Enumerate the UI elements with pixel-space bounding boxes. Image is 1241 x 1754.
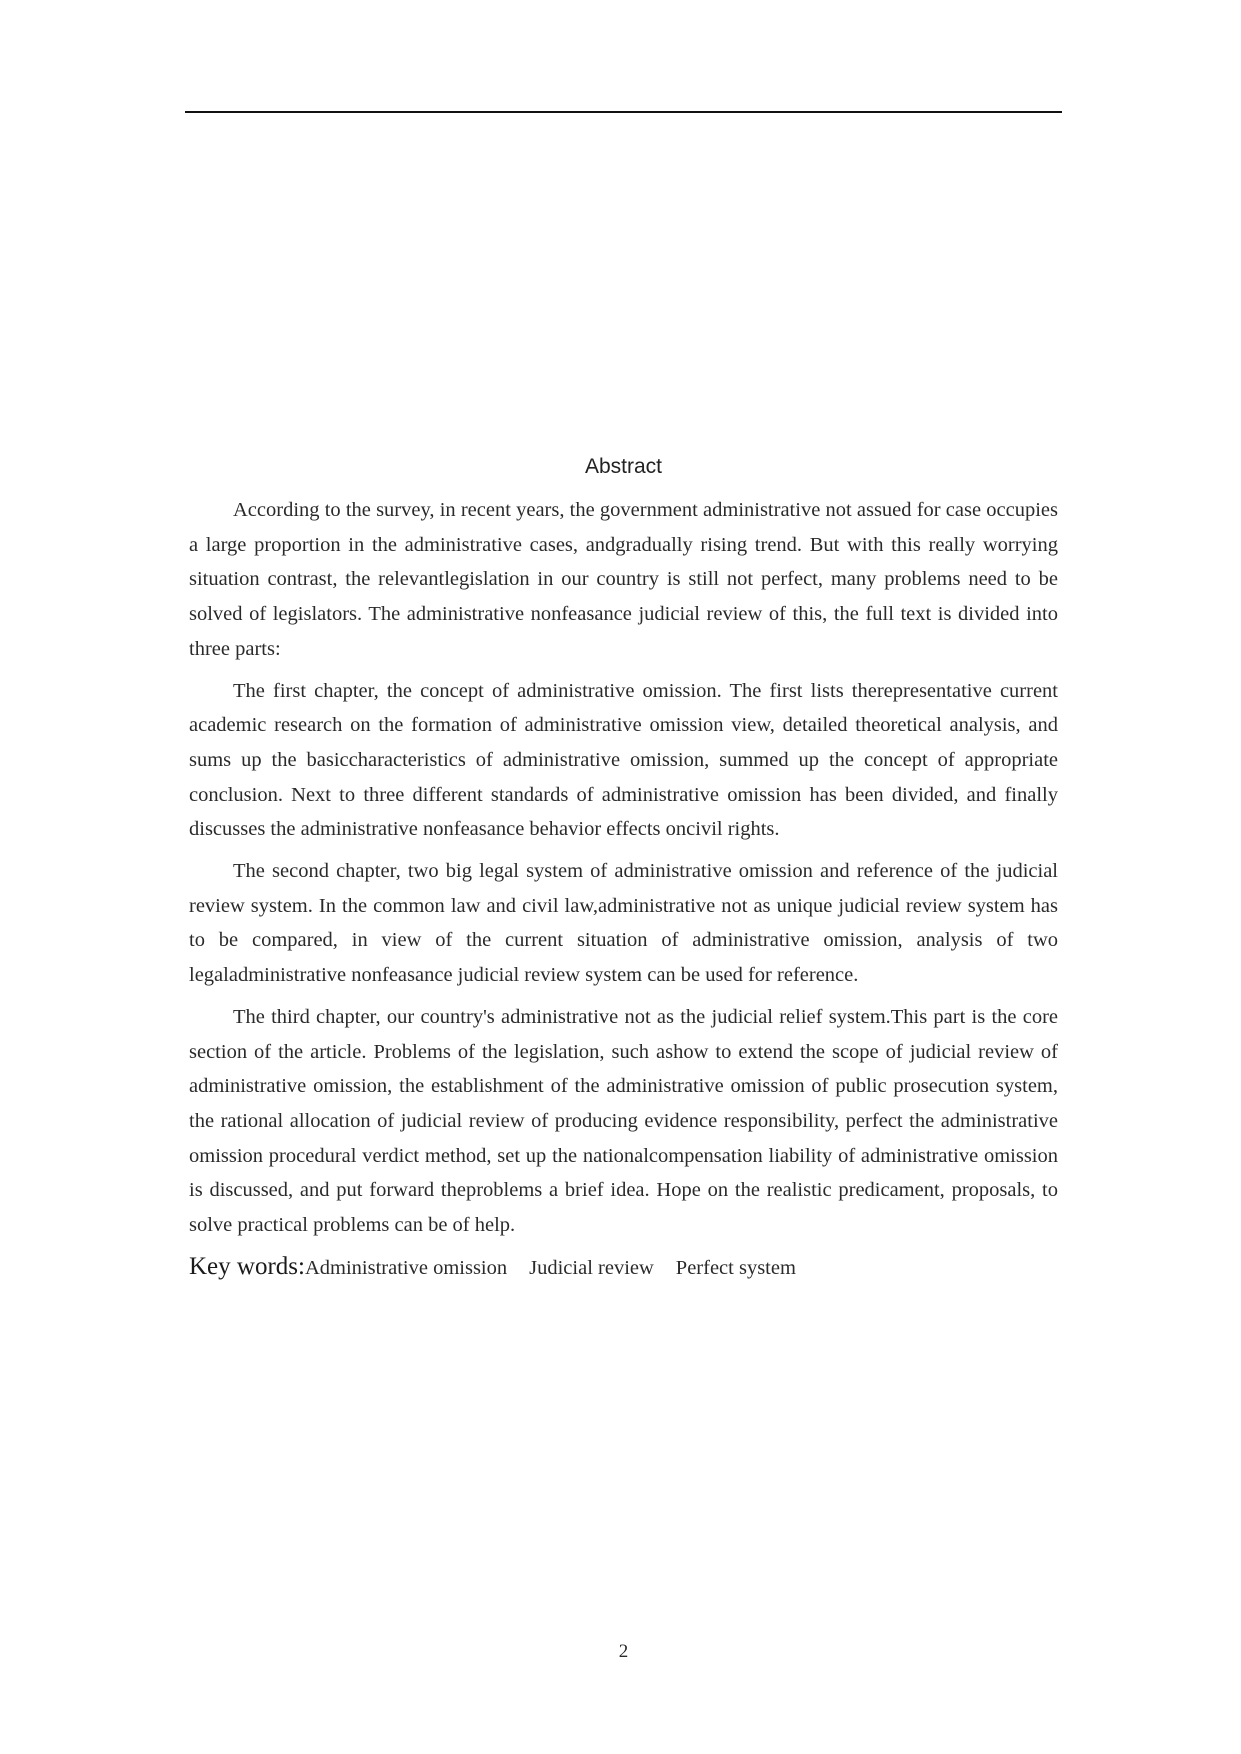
abstract-paragraph-chapter-three: The third chapter, our country's administrative not as the judicial relief system.This part is the core section of the article. Problems of the legislation, such ashow to extend the scope of judicial review of administrative omission, the establishment of the administrative omission of public prosecution system, the rational allocation of judicial review of producing evidence responsibility, perfect the administrative omission procedural verdict method, set up the nationalcompensation liability of administrative omission is discussed, and put forward theproblems a brief idea. Hope on the realistic predicament, proposals, to solve practical problems can be of help.	[189, 1005, 1058, 1237]
keywords-line	[189, 1250, 1058, 1285]
abstract-paragraph-intro: According to the survey, in recent years, the government administrative not assued for case occupies a large proportion in the administrative cases, andgradually rising trend. But with this really worrying situation contrast, the relevantlegislation in our country is still not perfect, many problems need to be solved of legislators. The administrative nonfeasance judicial review of this, the full text is divided into three parts:	[189, 499, 1058, 660]
keywords-label: Key words:	[189, 1252, 305, 1280]
abstract-title: Abstract	[584, 455, 663, 478]
page-number: 2	[618, 1641, 629, 1662]
abstract-body	[189, 493, 1058, 1285]
abstract-paragraph-chapter-two: The second chapter, two big legal system of administrative omission and reference of the judicial review system. In the common law and civil law,administrative not as unique judicial review system has to be compared, in view of the current situation of administrative omission, analysis of two legaladministrative nonfeasance judicial review system can be used for reference.	[189, 860, 1058, 987]
header-rule	[185, 111, 1062, 113]
keyword-item: Administrative omission	[304, 1256, 508, 1279]
keyword-item: Perfect system	[675, 1256, 796, 1279]
keyword-item: Judicial review	[529, 1256, 654, 1279]
abstract-paragraph-chapter-one: The first chapter, the concept of administrative omission. The first lists therepresentative current academic research on the formation of administrative omission view, detailed theoretical analysis, and sums up the basiccharacteristics of administrative omission, summed up the concept of appropriate conclusion. Next to three different standards of administrative omission has been divided, and finally discusses the administrative nonfeasance behavior effects oncivil rights.	[189, 679, 1058, 841]
